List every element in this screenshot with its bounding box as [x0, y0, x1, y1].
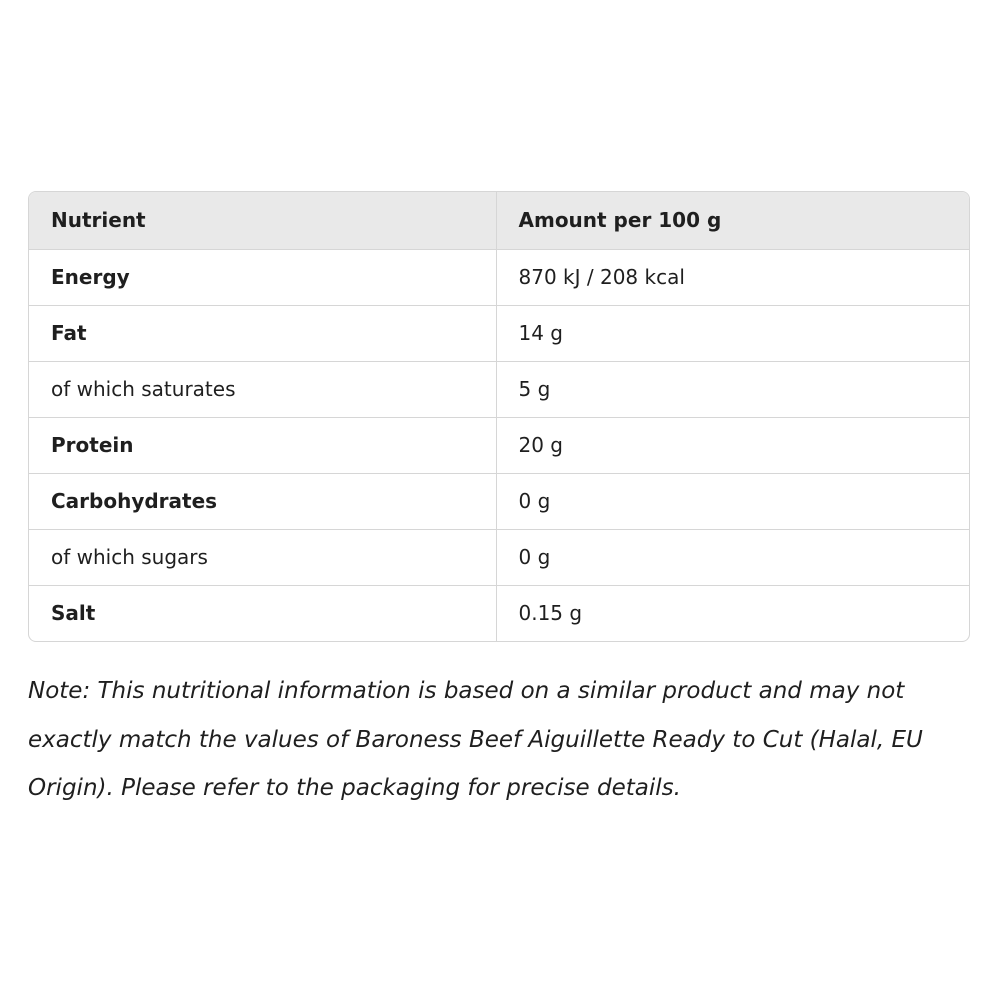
- table-row: [29, 417, 969, 473]
- table-header-row: [29, 192, 969, 249]
- nutrient-amount: 5 g: [496, 361, 969, 417]
- nutrient-amount: 14 g: [496, 305, 969, 361]
- nutrient-amount: 20 g: [496, 417, 969, 473]
- nutrient-name: Carbohydrates: [29, 473, 496, 529]
- table-row: [29, 473, 969, 529]
- nutrient-name: of which saturates: [29, 361, 496, 417]
- nutrient-amount: 0 g: [496, 473, 969, 529]
- table-row: [29, 305, 969, 361]
- nutrition-table-container: [28, 191, 970, 642]
- column-header-nutrient: Nutrient: [29, 192, 496, 249]
- nutrient-name: Protein: [29, 417, 496, 473]
- nutrient-name: Salt: [29, 585, 496, 641]
- nutrient-amount: 870 kJ / 208 kcal: [496, 249, 969, 305]
- table-row: [29, 529, 969, 585]
- nutrient-name: Fat: [29, 305, 496, 361]
- disclaimer-note: Note: This nutritional information is based on a similar product and may not exactly match the values of Baroness Beef Aiguillette Ready to Cut (Halal, EU Origin). Please refer to the packaging for precise details.: [28, 678, 923, 801]
- column-header-amount: Amount per 100 g: [496, 192, 969, 249]
- nutrient-amount: 0 g: [496, 529, 969, 585]
- table-row: [29, 249, 969, 305]
- table-row: [29, 585, 969, 641]
- table-row: [29, 361, 969, 417]
- nutrition-table: [29, 192, 969, 641]
- nutrient-amount: 0.15 g: [496, 585, 969, 641]
- nutrient-name: of which sugars: [29, 529, 496, 585]
- nutrient-name: Energy: [29, 249, 496, 305]
